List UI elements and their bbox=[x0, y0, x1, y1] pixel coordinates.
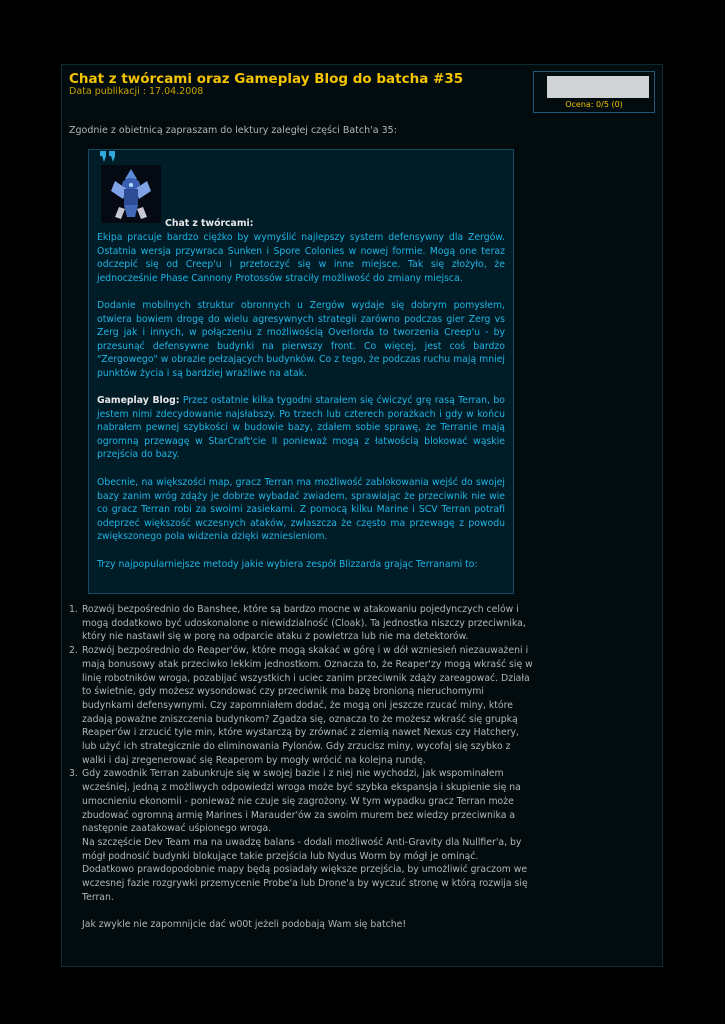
methods-list bbox=[69, 603, 533, 932]
closing-text: Jak zwykle nie zapomnijcie dać w00t jeżeli podobają Wam się batche! bbox=[82, 919, 407, 931]
protoss-unit-avatar bbox=[101, 165, 161, 223]
after-paragraph-1: Na szczęście Dev Team ma na uwadzę balans - dodali możliwość Anti-Gravity dla Nullfier'a, by mógł podnosić budynki blokujące takie przejścia lub Nydus Worm by mógł je ominąć. Dodatkowo prawdopodobnie mapy będą posiadały większe przejścia, by umożliwić graczom we wczesnej fazie rozgrywki przemycenie Probe'a lub Drone'a by wyczuć stronę w którą rozwija się Terran. bbox=[82, 836, 528, 903]
list-item: 3. Gdy zawodnik Terran zabunkruje się w swojej bazie i z niej nie wychodzi, jak wspominałem wcześniej, jedną z możliwych odpowiedzi wroga może być szybka ekspansja i skupienie się na umocnieniu ekonomii - ponieważ nie czuje się zagrożony. W tym wypadku gracz Terran może zbudować ogromną armię Marines i Marauder'ów za swoim murem bez wiedzy przeciwnika a następnie zaatakować uśpionego wroga. Na szczęście Dev Team ma na uwadzę balans - dodali możliwość Anti-Gravity dla Nullfier'a, by mógł podnosić budynki blokujące takie przejścia lub Nydus Worm by mógł je ominąć. Dodatkowo prawdopodobnie mapy będą posiadały większe przejścia, by umożliwić graczom we wczesnej fazie rozgrywki przemycenie Probe'a lub Drone'a by wyczuć stronę w którą rozwija się Terran. Jak zwykle nie zapomnijcie dać w00t jeżeli podobają Wam się batche! bbox=[69, 767, 533, 931]
list-item: 2. Rozwój bezpośrednio do Reaper'ów, które mogą skakać w górę i w dół wzniesień niezauważeni i mają bonusowy atak przeciwko lekkim jednostkom. Oznacza to, że Reaper'zy mogą wkraść się w linię robotników wroga, pozabijać wszystkich i uciec zanim przeciwnik zdąży zareagować. Działa to świetnie, gdy możesz wysondować czy przeciwnik ma bazę bronioną nieruchomymi budynkami defensywnymi. Czy zapomniałem dodać, że mogą oni jeszcze rzucać miny, które zadają poważne zniszczenia budynkom? Zgadza się, oznacza to że możesz wkraść się grupką Reaper'ów i zrzucić tyle min, które wystarczą by zrównać z ziemią nawet Nexus czy Hatchery, lub użyć ich strategicznie do eliminowania Pylonów. Gdy zrzucisz miny, wycofaj się szybko z walki i daj zregenerować się Reaperom by mogły wrócić na kolejną rundę. bbox=[69, 645, 533, 766]
quote-paragraph-5: Trzy najpopularniejsze metody jakie wybiera zespół Blizzarda grając Terranami to: bbox=[97, 559, 478, 570]
list-item: 1. Rozwój bezpośrednio do Banshee, które są bardzo mocne w atakowaniu pojedynczych celów i mogą dodatkowo być udoskonalone o niewidzialność (Cloak). Ta jednostka niszczy przeciwnika, który nie nastawił się w porę na odparcie ataku z powietrza lub nie ma detektorów. bbox=[69, 604, 526, 643]
rating-stars-bar[interactable] bbox=[547, 76, 649, 98]
article-title: Chat z twórcami oraz Gameplay Blog do batcha #35 bbox=[69, 71, 464, 87]
quote-icon bbox=[99, 150, 117, 163]
quote-paragraph-1: Ekipa pracuje bardzo ciężko by wymyślić najlepszy system defensywny dla Zergów. Ostatnia wersja przywraca Sunken i Spore Colonies w nowej formie. Mogą one teraz odczepić się od Creep'u i przetoczyć się w inne miejsce. Tak się złożyło, że jednocześnie Phase Cannony Protossów straciły możliwość do zmiany miejsca. bbox=[97, 232, 505, 284]
quote-paragraph-2: Dodanie mobilnych struktur obronnych u Zergów wydaje się dobrym pomysłem, otwiera bowiem drogę do wielu agresywnych strategii zarówno podczas gier Zerg vs Zerg jak i innych, w połączeniu z możliwością Overlorda to tworzenia Creep'u - by przesunąć defensywne budynki na pierwszy front. Co więcej, jest coś bardzo "Zergowego" w obrazie pełzających budynków. Co z tego, że podczas ruchu mają mniej punktów życia i są bardziej wrażliwe na atak. bbox=[97, 300, 505, 379]
rating-label: Ocena: 0/5 (0) bbox=[565, 100, 623, 109]
intro-text: Zgodnie z obietnicą zapraszam do lektury zaległej części Batch'a 35: bbox=[69, 125, 397, 136]
publication-date: Data publikacji : 17.04.2008 bbox=[69, 86, 204, 97]
gameplay-blog-heading: Gameplay Blog: bbox=[97, 395, 180, 406]
quote-paragraph-3: Przez ostatnie kilka tygodni starałem się ćwiczyć grę rasą Terran, bo jestem nimi zdecydowanie najsłabszy. Po trzech lub czterech porażkach i gdy w końcu nabrałem pewnej szybkości w budowie bazy, zdałem sobie sprawę, że Terranie mają ogromną przewagę w StarCraft'cie II ponieważ mogą z łatwością blokować wąskie przejścia do bazy. bbox=[97, 395, 505, 461]
gameplay-blog-paragraph bbox=[97, 394, 505, 462]
quote-paragraph-4: Obecnie, na większości map, gracz Terran ma możliwość zablokowania wejść do swojej bazy zanim wróg zdąży je dobrze wybadać zwiadem, sprawiając że przeciwnik nie wie co gracz Terran robi za swoimi zasiekami. Z pomocą kilku Marine i SCV Terran potrafi odeprzeć większość wczesnych ataków, zwłaszcza że często ma przewagę z powodu zwiększonego pola widzenia dzięki wzniesieniom. bbox=[97, 477, 505, 543]
rating-widget bbox=[533, 71, 655, 113]
quote-block bbox=[88, 149, 514, 594]
chat-heading: Chat z twórcami: bbox=[165, 218, 254, 229]
